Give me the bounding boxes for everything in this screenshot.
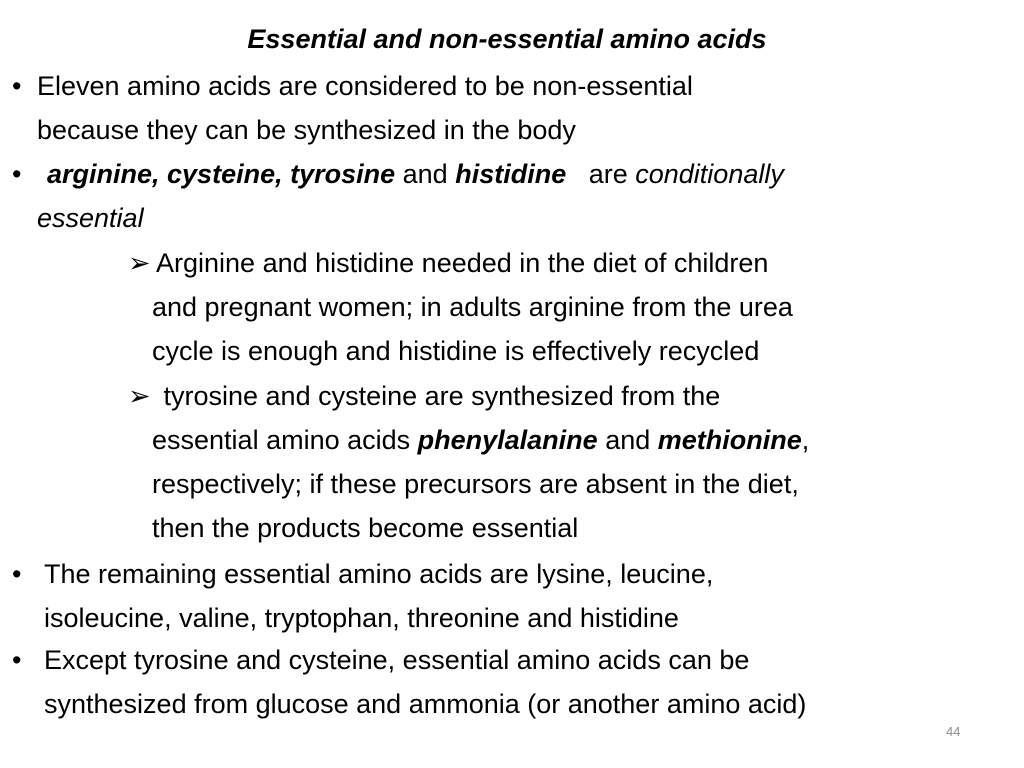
bullet-non-essential <box>37 64 693 152</box>
subbullet-text: and pregnant women; in adults arginine from the urea <box>152 292 793 322</box>
slide-title: Essential and non-essential amino acids <box>247 24 767 54</box>
connector-text: and <box>597 425 658 455</box>
subbullet-text: cycle is enough and histidine is effectively recycled <box>152 336 760 366</box>
connector-text: and <box>395 159 456 189</box>
subbullet-tyrosine-cysteine <box>152 374 809 550</box>
emphasis-conditionally: conditionally <box>635 159 784 189</box>
bullet-text: Except tyrosine and cysteine, essential amino acids can be <box>44 645 750 675</box>
bullet-conditionally-essential <box>37 152 784 240</box>
page-number: 44 <box>946 724 961 739</box>
amino-acid-methionine: methionine <box>657 425 802 455</box>
subbullet-text: respectively; if these precursors are absent in the diet, <box>152 469 799 499</box>
subbullet-text: Arginine and histidine needed in the diet of children <box>156 248 769 278</box>
subbullet-arginine-histidine <box>152 241 793 373</box>
bullet-text <box>37 152 784 196</box>
bullet-text <box>37 196 784 240</box>
emphasis-essential: essential <box>37 203 144 233</box>
subbullet-text: then the products become essential <box>152 513 579 543</box>
bullet-text: The remaining essential amino acids are lysine, leucine, <box>44 559 714 589</box>
arrow-bullet-icon: ➢ <box>128 248 151 278</box>
connector-text: essential amino acids <box>152 425 418 455</box>
connector-text: , <box>801 425 810 455</box>
bullet-text: isoleucine, valine, tryptophan, threonine and histidine <box>44 603 679 633</box>
arrow-bullet-icon: ➢ <box>128 381 151 411</box>
bullet-except-tyrosine <box>44 638 806 726</box>
bullet-remaining-essential <box>44 552 713 640</box>
amino-acid-names: arginine, cysteine, tyrosine <box>47 159 396 189</box>
bullet-icon: • <box>12 159 22 189</box>
bullet-text: because they can be synthesized in the body <box>37 115 576 145</box>
bullet-text: synthesized from glucose and ammonia (or another amino acid) <box>44 689 807 719</box>
amino-acid-phenylalanine: phenylalanine <box>417 425 598 455</box>
connector-text: are <box>566 159 636 189</box>
amino-acid-histidine: histidine <box>455 159 567 189</box>
bullet-icon: • <box>12 559 22 589</box>
bullet-icon: • <box>12 645 22 675</box>
subbullet-text <box>152 418 809 462</box>
bullet-text: Eleven amino acids are considered to be non-essential <box>37 71 693 101</box>
bullet-icon: • <box>12 71 22 101</box>
subbullet-text: tyrosine and cysteine are synthesized from the <box>156 381 721 411</box>
